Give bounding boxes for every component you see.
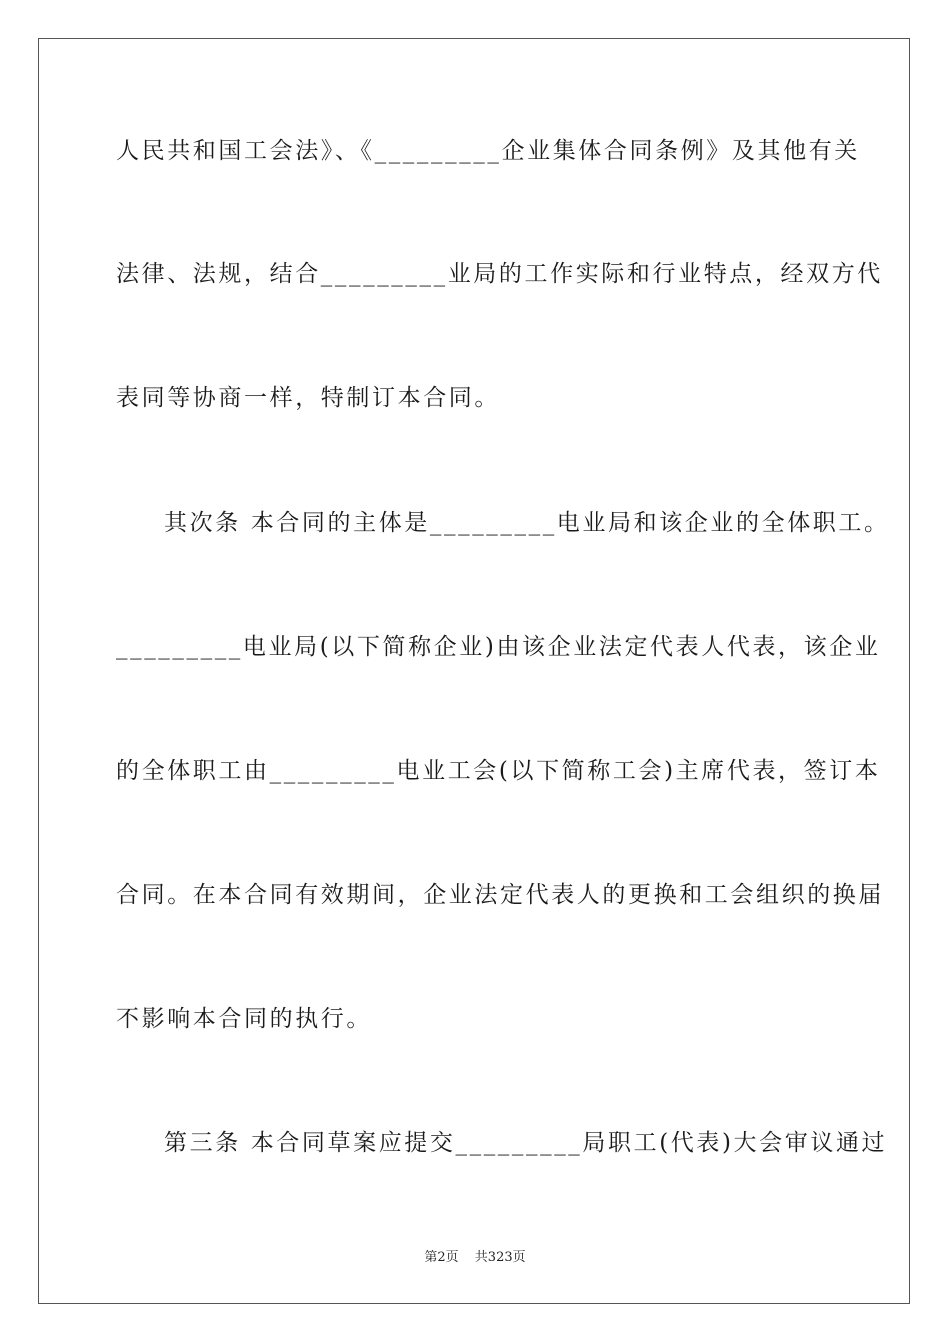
page-border xyxy=(38,38,910,1304)
body-line-3: 表同等协商一样，特制订本合同。 xyxy=(116,385,500,411)
page-number: 第2页 xyxy=(424,1250,459,1265)
body-line-4: 其次条 本合同的主体是_________电业局和该企业的全体职工。 xyxy=(164,510,890,536)
page-total: 共323页 xyxy=(474,1250,526,1265)
body-line-1: 人民共和国工会法》、《_________企业集体合同条例》及其他有关 xyxy=(116,138,860,164)
body-line-8: 不影响本合同的执行。 xyxy=(116,1006,372,1032)
body-line-7: 合同。在本合同有效期间，企业法定代表人的更换和工会组织的换届 xyxy=(116,882,884,908)
page-footer xyxy=(0,1246,950,1265)
body-line-9: 第三条 本合同草案应提交_________局职工(代表)大会审议通过 xyxy=(164,1130,888,1156)
body-line-5: _________电业局(以下简称企业)由该企业法定代表人代表，该企业 xyxy=(116,634,881,660)
body-line-2: 法律、法规，结合_________业局的工作实际和行业特点，经双方代 xyxy=(116,261,883,287)
body-line-6: 的全体职工由_________电业工会(以下简称工会)主席代表，签订本 xyxy=(116,758,881,784)
